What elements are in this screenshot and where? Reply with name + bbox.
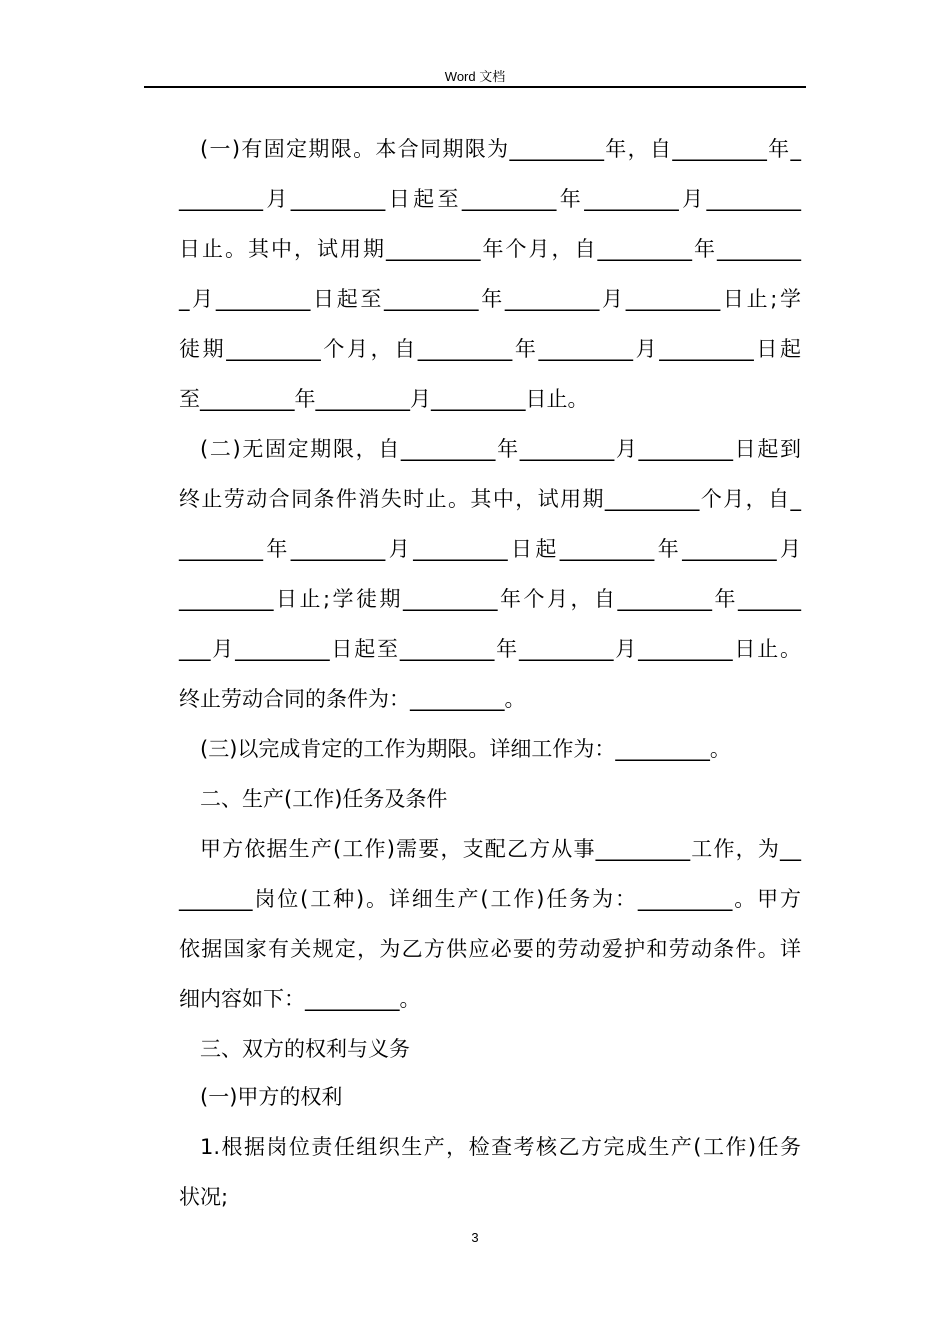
text-line: 依据国家有关规定，为乙方供应必要的劳动爱护和劳动条件。详 <box>179 937 801 961</box>
text-line: 徒期_________个月，自_________年_________月_________日起 <box>179 337 801 361</box>
section-heading: 二、生产(工作)任务及条件 <box>200 787 448 811</box>
text-line: ________年_________月_________日起_________年_________月 <box>179 537 801 561</box>
text-line: 日止。其中，试用期_________年个月，自_________年________ <box>179 237 801 261</box>
text-line: ________月_________日起至_________年_________月_________ <box>179 187 801 211</box>
text-line: 终止劳动合同的条件为：_________。 <box>179 687 526 711</box>
header-divider <box>144 86 806 88</box>
text-line: 至_________年_________月_________日止。 <box>179 387 589 411</box>
page-header: Word 文档 <box>444 69 506 84</box>
text-line: _______岗位(工种)。详细生产(工作)任务为：_________。甲方 <box>179 887 801 911</box>
text-line: 细内容如下：_________。 <box>179 987 421 1011</box>
text-line: 状况; <box>179 1185 229 1209</box>
text-line: (一)有固定期限。本合同期限为_________年，自_________年_ <box>200 137 801 161</box>
text-line: (三)以完成肯定的工作为期限。详细工作为：_________。 <box>200 737 731 761</box>
text-line: 1.根据岗位责任组织生产，检查考核乙方完成生产(工作)任务 <box>200 1135 801 1159</box>
text-line: _________日止;学徒期_________年个月，自_________年______ <box>179 587 801 611</box>
subsection-heading: (一)甲方的权利 <box>200 1085 343 1109</box>
text-line: ___月_________日起至_________年_________月_________日止。 <box>179 637 801 661</box>
section-heading: 三、双方的权利与义务 <box>200 1037 410 1061</box>
page-number: 3 <box>471 1230 479 1245</box>
text-line: (二)无固定期限，自_________年_________月_________日起到 <box>200 437 801 461</box>
text-line: 甲方依据生产(工作)需要，支配乙方从事_________工作，为__ <box>200 837 801 861</box>
text-line: 终止劳动合同条件消失时止。其中，试用期_________个月，自_ <box>179 487 801 511</box>
text-line: _月_________日起至_________年_________月_________日止;学 <box>179 287 801 311</box>
